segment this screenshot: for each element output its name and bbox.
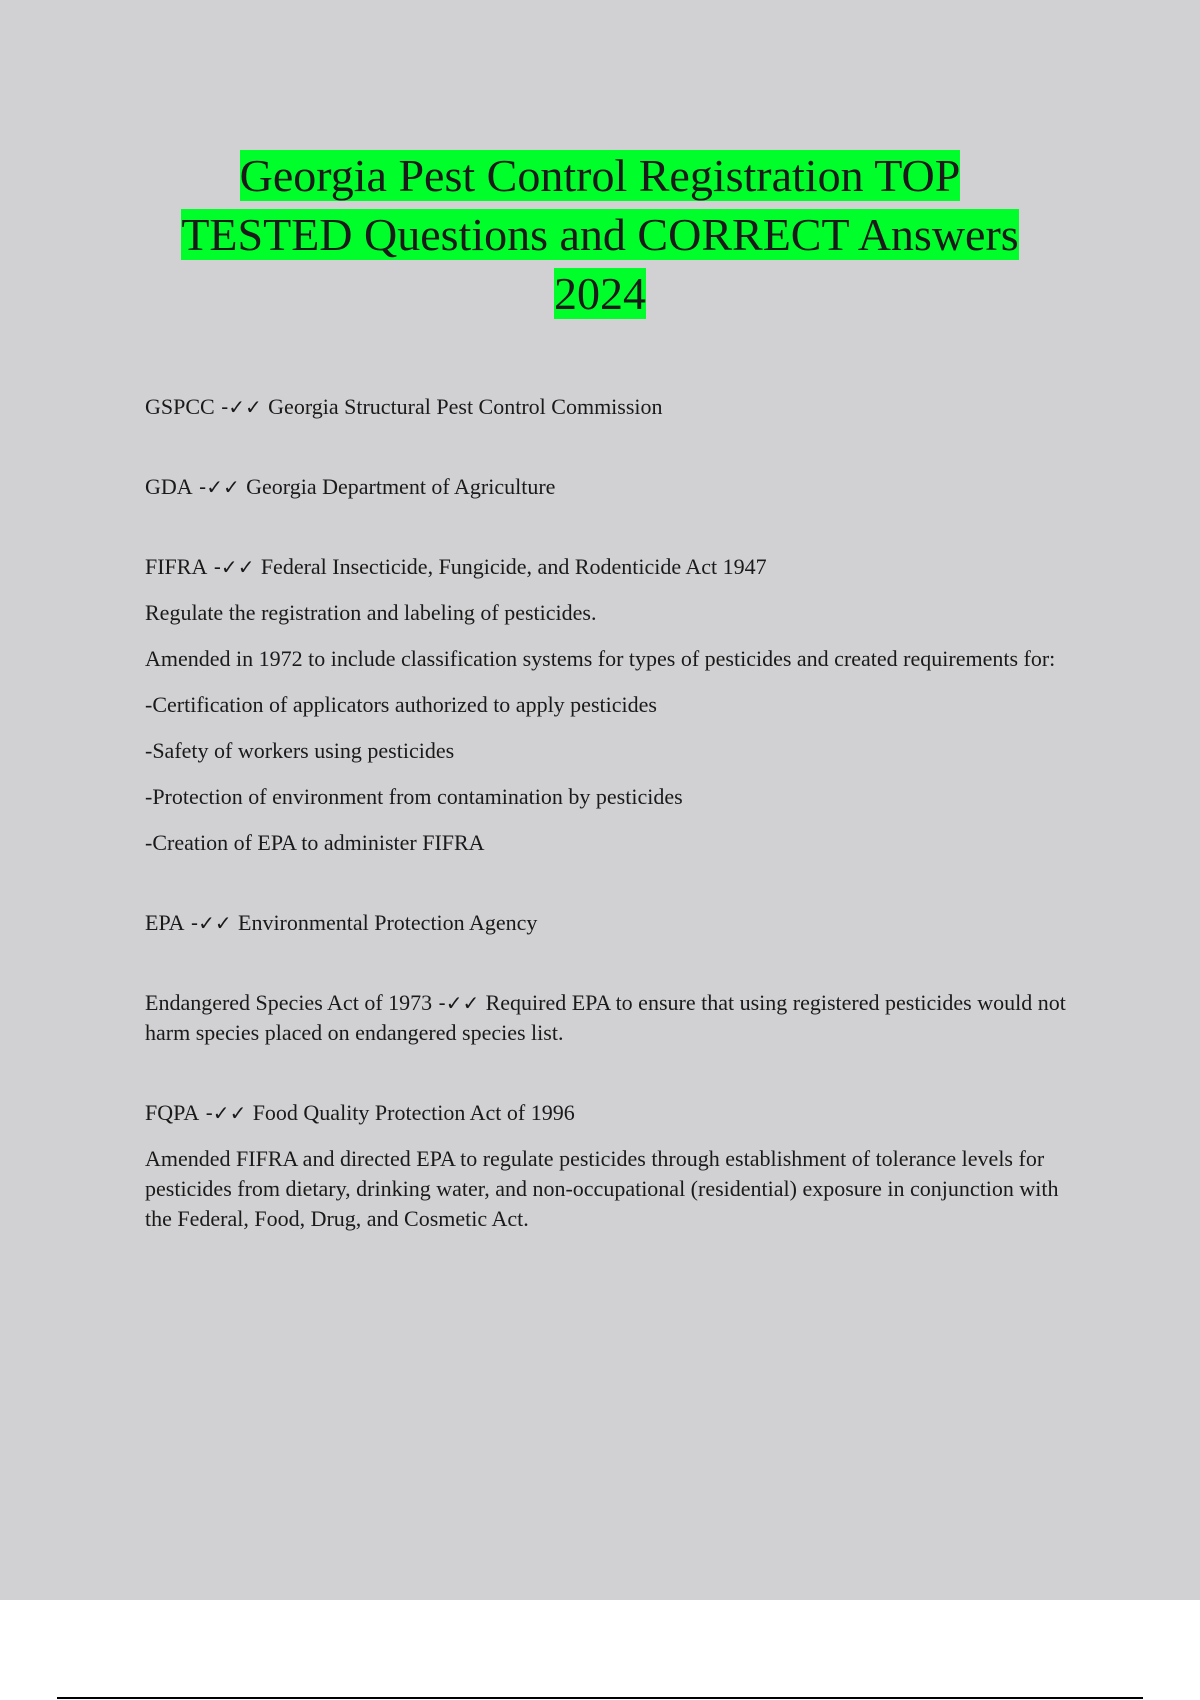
qa-extra-line: Amended in 1972 to include classification systems for types of pesticides and created requirements for: [145,646,1056,671]
qa-extra-line: Regulate the registration and labeling of pesticides. [145,600,597,625]
title-line-2: TESTED Questions and CORRECT Answers [181,209,1019,260]
qa-line [145,552,1085,582]
qa-line [145,1098,1085,1128]
qa-line [145,392,1085,422]
qa-line [145,908,1085,938]
qa-extra-line: -Protection of environment from contamination by pesticides [145,784,683,809]
qa-extra-line: -Certification of applicators authorized to apply pesticides [145,692,657,717]
qa-term: GDA [145,474,193,499]
qa-list [145,392,1085,1250]
double-check-icon: -✓✓ [432,991,486,1015]
double-check-icon: -✓✓ [184,911,238,935]
double-check-icon: -✓✓ [207,555,261,579]
qa-term: FIFRA [145,554,208,579]
qa-definition: Federal Insecticide, Fungicide, and Rodenticide Act 1947 [260,554,767,579]
qa-term: GSPCC [145,394,215,419]
document-title [0,146,1200,323]
qa-line [145,988,1085,1048]
qa-extra-line: Amended FIFRA and directed EPA to regulate pesticides through establishment of tolerance levels for pesticides from dietary, drinking water, and non-occupational (residential) exposure in conjunction with the Federal, Food, Drug, and Cosmetic Act. [145,1146,1059,1231]
title-line-1: Georgia Pest Control Registration TOP [239,150,961,201]
qa-term: EPA [145,910,185,935]
title-line-3: 2024 [554,268,646,319]
qa-entry-endangered-species-act [145,988,1085,1048]
qa-entry-fqpa [145,1098,1085,1234]
qa-line [145,472,1085,502]
qa-extra-line: -Creation of EPA to administer FIFRA [145,830,485,855]
qa-entry-gda [145,472,1085,502]
qa-entry-fifra [145,552,1085,858]
qa-definition: Environmental Protection Agency [238,910,538,935]
footer-divider [57,1697,1143,1699]
double-check-icon: -✓✓ [214,395,269,419]
qa-definition: Food Quality Protection Act of 1996 [252,1100,575,1125]
qa-term: FQPA [145,1100,200,1125]
qa-entry-gspcc [145,392,1085,422]
qa-term: Endangered Species Act of 1973 [145,990,433,1015]
double-check-icon: -✓✓ [199,1101,253,1125]
qa-definition: Georgia Structural Pest Control Commission [268,394,663,419]
qa-definition: Georgia Department of Agriculture [246,474,556,499]
double-check-icon: -✓✓ [192,475,247,499]
qa-extra-line: -Safety of workers using pesticides [145,738,455,763]
qa-definition: Required EPA to ensure that using registered pesticides would not harm species placed on endangered species list. [145,990,1066,1045]
qa-entry-epa [145,908,1085,938]
